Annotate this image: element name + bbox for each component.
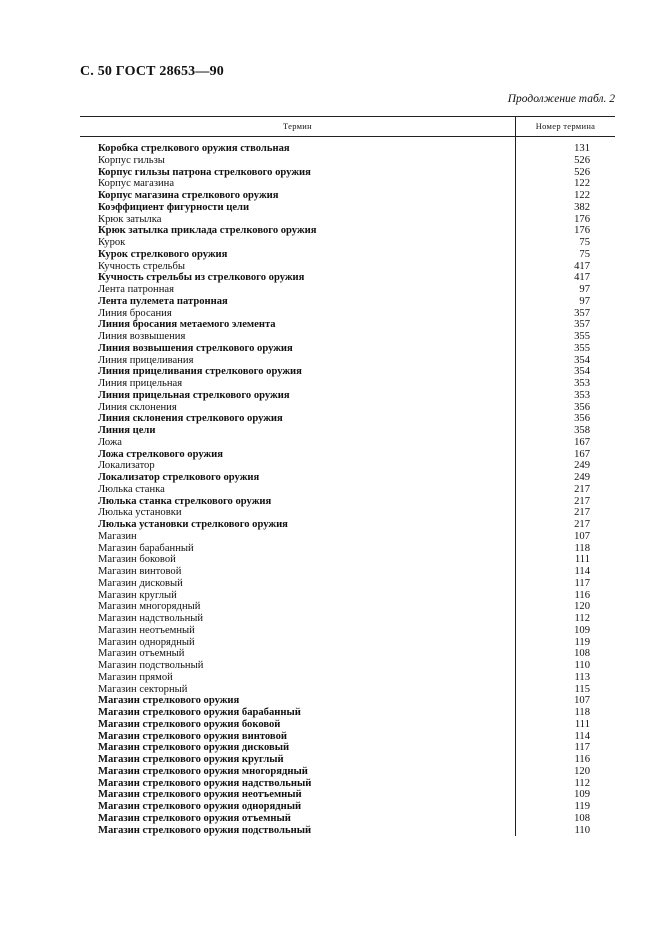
- term-cell: Магазин секторный: [98, 683, 188, 695]
- term-cell: Магазин стрелкового оружия винтовой: [98, 730, 287, 742]
- term-cell: Линия склонения стрелкового оружия: [98, 413, 283, 425]
- table-row: [80, 613, 615, 625]
- term-number-cell: 355: [574, 342, 590, 354]
- term-cell: Магазин подствольный: [98, 660, 204, 671]
- term-cell: Магазин надствольный: [98, 613, 204, 624]
- table-row: [80, 449, 615, 461]
- term-number-cell: 114: [574, 730, 590, 742]
- term-number-cell: 417: [574, 272, 590, 284]
- term-number-cell: 114: [574, 566, 590, 577]
- term-cell: Лента пулемета патронная: [98, 295, 228, 307]
- term-cell: Магазин неотъемный: [98, 624, 195, 636]
- table-row: [80, 778, 615, 790]
- term-cell: Линия прицеливания: [98, 354, 194, 366]
- table-row: [80, 296, 615, 308]
- term-cell: Линия прицельная стрелкового оружия: [98, 389, 290, 401]
- table-row: [80, 496, 615, 508]
- term-cell: Магазин стрелкового оружия: [98, 695, 240, 707]
- term-cell: Магазин стрелкового оружия однорядный: [98, 801, 302, 812]
- term-number-cell: 113: [574, 671, 590, 683]
- term-cell: Локализатор: [98, 460, 155, 472]
- term-cell: Ложа: [98, 436, 122, 448]
- term-number-cell: 358: [574, 425, 590, 436]
- term-number-cell: 417: [574, 260, 590, 272]
- term-cell: Кучность стрельбы из стрелкового оружия: [98, 272, 305, 284]
- table-row: [80, 225, 615, 237]
- table-row: [80, 813, 615, 825]
- term-number-cell: 217: [574, 495, 590, 507]
- term-cell: Корпус магазина: [98, 178, 175, 190]
- term-number-cell: 111: [574, 554, 590, 566]
- table-row: [80, 425, 615, 437]
- table-row: [80, 707, 615, 719]
- term-cell: Магазин винтовой: [98, 566, 182, 577]
- term-number-cell: 108: [574, 812, 590, 824]
- term-cell: Магазин стрелкового оружия многорядный: [98, 765, 308, 777]
- table-row: [80, 660, 615, 672]
- table-row: [80, 190, 615, 202]
- term-cell: Локализатор стрелкового оружия: [98, 472, 260, 483]
- term-cell: Линия прицельная: [98, 378, 183, 389]
- term-number-cell: 131: [574, 143, 590, 154]
- table-row: [80, 578, 615, 590]
- term-number-cell: 118: [574, 542, 590, 554]
- term-number-cell: 108: [574, 648, 590, 660]
- table-row: [80, 484, 615, 496]
- term-cell: Корпус магазина стрелкового оружия: [98, 190, 279, 201]
- term-cell: Линия возвышения стрелкового оружия: [98, 342, 293, 354]
- table-row: [80, 460, 615, 472]
- table-row: [80, 319, 615, 331]
- term-number-cell: 217: [574, 507, 590, 519]
- term-number-cell: 118: [574, 707, 590, 718]
- term-cell: Магазин стрелкового оружия барабанный: [98, 707, 301, 718]
- term-cell: Крюк затылка: [98, 213, 162, 225]
- term-number-cell: 217: [574, 483, 590, 495]
- term-number-cell: 116: [574, 589, 590, 601]
- table-row: [80, 825, 615, 837]
- term-cell: Корпус гильзы патрона стрелкового оружия: [98, 166, 311, 178]
- table-row: [80, 519, 615, 531]
- table-row: [80, 413, 615, 425]
- table-header: [80, 116, 615, 137]
- term-cell: Линия бросания метаемого элемента: [98, 319, 276, 331]
- term-cell: Линия склонения: [98, 401, 177, 413]
- term-cell: Магазин дисковый: [98, 577, 183, 589]
- table-row: [80, 766, 615, 778]
- term-number-cell: 97: [579, 284, 590, 295]
- term-number-cell: 111: [574, 718, 590, 730]
- term-cell: Линия прицеливания стрелкового оружия: [98, 366, 302, 378]
- table-row: [80, 719, 615, 731]
- table-row: [80, 237, 615, 249]
- table-body: [80, 137, 615, 836]
- term-number-cell: 107: [574, 530, 590, 542]
- term-number-cell: 167: [574, 448, 590, 460]
- terms-table: [80, 116, 615, 836]
- table-row: [80, 178, 615, 190]
- table-row: [80, 472, 615, 484]
- table-row: [80, 343, 615, 355]
- term-number-cell: 120: [574, 765, 590, 777]
- table-row: [80, 684, 615, 696]
- table-row: [80, 378, 615, 390]
- term-number-cell: 354: [574, 354, 590, 366]
- table-row: [80, 590, 615, 602]
- term-number-cell: 120: [574, 601, 590, 613]
- term-cell: Магазин стрелкового оружия подствольный: [98, 824, 312, 836]
- term-number-cell: 122: [574, 178, 590, 190]
- term-cell: Магазин стрелкового оружия отъемный: [98, 812, 291, 824]
- term-number-cell: 356: [574, 401, 590, 413]
- table-row: [80, 366, 615, 378]
- term-number-cell: 119: [574, 801, 590, 812]
- term-cell: Лента патронная: [98, 284, 174, 295]
- term-cell: Корпус гильзы: [98, 154, 165, 166]
- term-cell: Магазин: [98, 530, 137, 542]
- table-row: [80, 308, 615, 320]
- table-row: [80, 214, 615, 226]
- table-row: [80, 637, 615, 649]
- term-number-cell: 353: [574, 389, 590, 401]
- table-row: [80, 543, 615, 555]
- table-row: [80, 437, 615, 449]
- term-number-cell: 249: [574, 460, 590, 472]
- term-cell: Магазин круглый: [98, 589, 177, 601]
- column-header-number: Номер термина: [535, 121, 596, 131]
- table-row: [80, 249, 615, 261]
- term-cell: Магазин многорядный: [98, 601, 201, 613]
- term-cell: Коробка стрелкового оружия ствольная: [98, 143, 290, 154]
- term-number-cell: 110: [574, 824, 590, 836]
- table-row: [80, 801, 615, 813]
- term-cell: Люлька установки стрелкового оружия: [98, 519, 288, 530]
- term-number-cell: 526: [574, 166, 590, 178]
- table-row: [80, 531, 615, 543]
- term-cell: Курок стрелкового оружия: [98, 248, 228, 260]
- term-number-cell: 176: [574, 213, 590, 225]
- table-row: [80, 566, 615, 578]
- table-row: [80, 742, 615, 754]
- column-header-term: Термин: [282, 121, 313, 131]
- table-row: [80, 601, 615, 613]
- table-row: [80, 202, 615, 214]
- term-number-cell: 116: [574, 754, 590, 765]
- term-cell: Магазин стрелкового оружия дисковый: [98, 742, 290, 754]
- term-cell: Люлька станка: [98, 483, 165, 495]
- term-number-cell: 357: [574, 307, 590, 319]
- term-number-cell: 109: [574, 624, 590, 636]
- term-number-cell: 354: [574, 366, 590, 378]
- table-row: [80, 331, 615, 343]
- term-number-cell: 75: [579, 248, 590, 260]
- term-cell: Коэффициент фигурности цели: [98, 201, 250, 213]
- term-number-cell: 112: [574, 613, 590, 624]
- term-number-cell: 167: [574, 436, 590, 448]
- term-number-cell: 353: [574, 378, 590, 389]
- table-row: [80, 507, 615, 519]
- term-cell: Магазин стрелкового оружия боковой: [98, 718, 281, 730]
- term-cell: Линия возвышения: [98, 331, 186, 342]
- term-cell: Линия бросания: [98, 307, 172, 319]
- term-number-cell: 122: [574, 190, 590, 201]
- table-row: [80, 754, 615, 766]
- table-row: [80, 355, 615, 367]
- term-cell: Линия цели: [98, 425, 156, 436]
- term-number-cell: 117: [574, 742, 590, 754]
- term-cell: Люлька установки: [98, 507, 182, 519]
- term-cell: Магазин боковой: [98, 554, 176, 566]
- term-cell: Магазин стрелкового оружия круглый: [98, 754, 284, 765]
- term-cell: Магазин стрелкового оружия неотъемный: [98, 789, 302, 801]
- table-row: [80, 554, 615, 566]
- table-row: [80, 648, 615, 660]
- term-number-cell: 526: [574, 154, 590, 166]
- term-cell: Магазин отъемный: [98, 648, 185, 660]
- term-number-cell: 357: [574, 319, 590, 331]
- term-number-cell: 382: [574, 201, 590, 213]
- table-row: [80, 155, 615, 167]
- table-row: [80, 143, 615, 155]
- term-number-cell: 119: [574, 636, 590, 648]
- table-row: [80, 284, 615, 296]
- term-cell: Магазин однорядный: [98, 636, 195, 648]
- table-row: [80, 672, 615, 684]
- term-number-cell: 117: [574, 577, 590, 589]
- table-row: [80, 731, 615, 743]
- term-number-cell: 109: [574, 789, 590, 801]
- table-row: [80, 390, 615, 402]
- term-number-cell: 355: [574, 331, 590, 342]
- term-number-cell: 249: [574, 472, 590, 483]
- term-cell: Курок: [98, 237, 126, 248]
- table-row: [80, 261, 615, 273]
- term-cell: Люлька станка стрелкового оружия: [98, 495, 272, 507]
- term-cell: Магазин прямой: [98, 671, 173, 683]
- term-number-cell: 217: [574, 519, 590, 530]
- term-cell: Кучность стрельбы: [98, 260, 186, 272]
- page-title: С. 50 ГОСТ 28653—90: [80, 64, 224, 79]
- term-number-cell: 107: [574, 695, 590, 707]
- term-number-cell: 356: [574, 413, 590, 425]
- term-cell: Магазин барабанный: [98, 542, 194, 554]
- table-row: [80, 167, 615, 179]
- term-number-cell: 75: [579, 237, 590, 248]
- term-number-cell: 97: [579, 295, 590, 307]
- term-cell: Крюк затылка приклада стрелкового оружия: [98, 225, 317, 237]
- term-cell: Магазин стрелкового оружия надствольный: [98, 777, 312, 789]
- term-cell: Ложа стрелкового оружия: [98, 448, 224, 460]
- table-row: [80, 272, 615, 284]
- term-number-cell: 110: [574, 660, 590, 671]
- table-row: [80, 402, 615, 414]
- table-continuation-caption: Продолжение табл. 2: [507, 93, 615, 105]
- table-row: [80, 625, 615, 637]
- term-number-cell: 112: [574, 777, 590, 789]
- table-row: [80, 789, 615, 801]
- term-number-cell: 115: [574, 683, 590, 695]
- term-number-cell: 176: [574, 225, 590, 237]
- table-row: [80, 695, 615, 707]
